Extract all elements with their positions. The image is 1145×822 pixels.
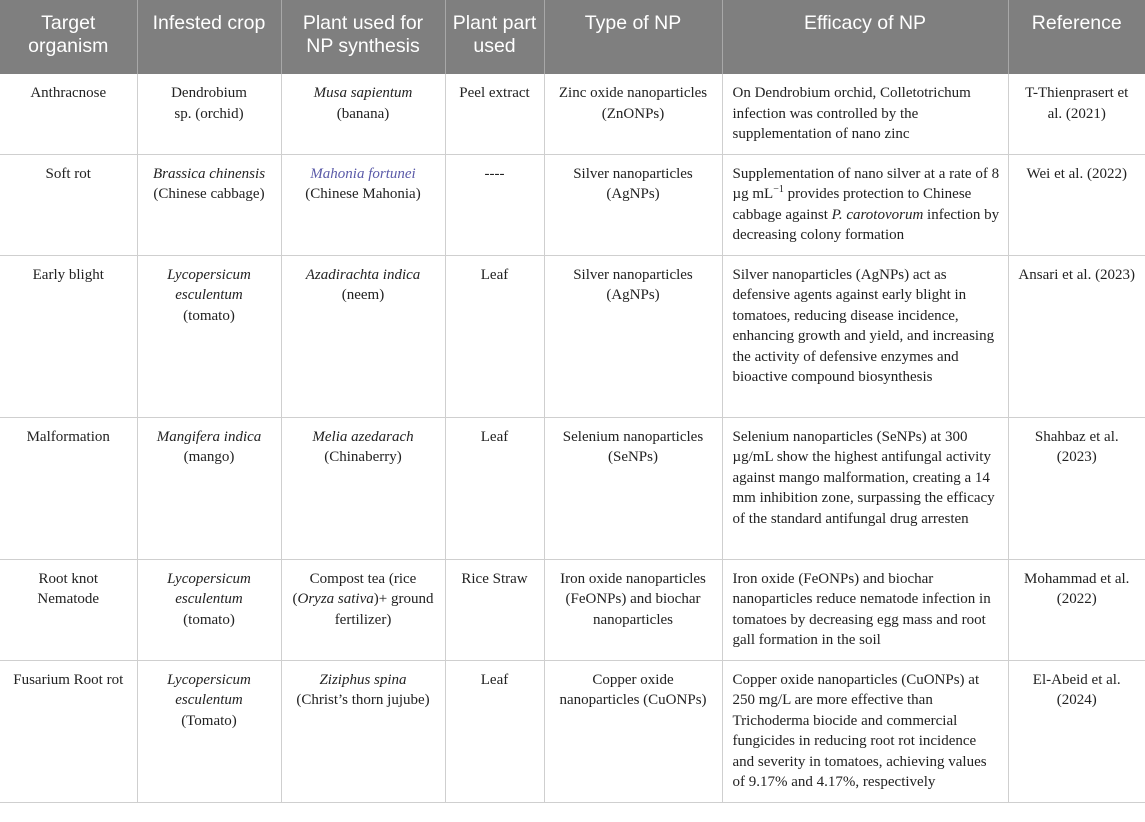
crop-common-name: (Tomato)	[181, 712, 237, 729]
efficacy-pathogen: P. carotovorum	[831, 206, 924, 223]
np-efficacy: Silver nanoparticles (AgNPs) act as defensive agents against early blight in tomatoes, reducing disease incidence, enhancing growth and yield, and increasing the activity of defensive enzymes and bioactive compound biosynthesis	[722, 255, 1008, 417]
table-row	[0, 74, 1145, 154]
reference: El-Abeid et al. (2024)	[1008, 660, 1145, 802]
np-efficacy: Selenium nanoparticles (SeNPs) at 300 µg/mL show the highest antifungal activity against mango malformation, creating a 14 mm inhibition zone, surpassing the efficacy of the standard antifungal drug arresten	[722, 417, 1008, 559]
np-efficacy: Copper oxide nanoparticles (CuONPs) at 250 mg/L are more effective than Trichoderma biocide and commercial fungicides in reducing root rot incidence and severity in tomatoes, achieving values of 9.17% and 4.17%, respectively	[722, 660, 1008, 802]
plant-common-name: (Chinaberry)	[324, 449, 402, 465]
table-row	[0, 154, 1145, 255]
target-organism: Anthracnose	[0, 74, 137, 154]
plant-common-name: (Chinese Mahonia)	[305, 186, 421, 202]
header-row	[0, 0, 1145, 74]
plant-text: Compost tea (rice (	[292, 570, 417, 607]
np-efficacy: Iron oxide (FeONPs) and biochar nanoparticles reduce nematode infection in tomatoes by decreasing egg mass and root gall formation in the soil	[722, 559, 1008, 660]
plant-part: Rice Straw	[445, 559, 544, 660]
plant-part: Leaf	[445, 660, 544, 802]
target-organism: Root knot Nematode	[0, 559, 137, 660]
plant-common-name: (neem)	[341, 287, 385, 303]
plant-scientific-name: Azadirachta indica	[305, 266, 421, 283]
plant-source	[281, 559, 445, 660]
plant-scientific-name: Oryza sativa	[297, 591, 374, 607]
plant-text: )+ ground fertilizer)	[334, 591, 434, 628]
plant-common-name: (Christ’s thorn jujube)	[296, 692, 430, 708]
np-type: Copper oxide nanoparticles (CuONPs)	[544, 660, 722, 802]
crop-scientific-name: Mangifera indica	[156, 428, 262, 445]
header-plant-used: Plant used for NP synthesis	[281, 0, 445, 74]
plant-part: Leaf	[445, 417, 544, 559]
target-organism: Soft rot	[0, 154, 137, 255]
header-efficacy: Efficacy of NP	[722, 0, 1008, 74]
infested-crop	[137, 417, 281, 559]
infested-crop	[137, 255, 281, 417]
plant-part: ----	[445, 154, 544, 255]
reference: Ansari et al. (2023)	[1008, 255, 1145, 417]
efficacy-text: Supplementation of nano silver at a rate of 8 µg mL	[732, 165, 1000, 202]
target-organism: Early blight	[0, 255, 137, 417]
plant-common-name: (banana)	[336, 105, 390, 122]
crop-common-name: (tomato)	[183, 611, 235, 628]
infested-crop	[137, 154, 281, 255]
infested-crop	[137, 559, 281, 660]
np-type: Selenium nanoparticles (SeNPs)	[544, 417, 722, 559]
crop-common-name: (mango)	[183, 449, 235, 465]
crop-common-name: (tomato)	[183, 307, 235, 324]
np-efficacy	[722, 154, 1008, 255]
plant-part: Leaf	[445, 255, 544, 417]
plant-scientific-name: Melia azedarach	[312, 428, 414, 445]
efficacy-text: infection by decreasing colony formation	[732, 206, 1000, 243]
table-row	[0, 559, 1145, 660]
table-row	[0, 417, 1145, 559]
efficacy-text: provides protection to Chinese cabbage against	[732, 186, 972, 223]
table-row	[0, 255, 1145, 417]
crop-common-name: (Chinese cabbage)	[153, 186, 265, 202]
header-target-organism: Target organism	[0, 0, 137, 74]
header-plant-part: Plant part used	[445, 0, 544, 74]
target-organism: Malformation	[0, 417, 137, 559]
reference: T-Thienprasert et al. (2021)	[1008, 74, 1145, 154]
header-infested-crop: Infested crop	[137, 0, 281, 74]
crop-common: sp. (orchid)	[174, 105, 244, 122]
table-row	[0, 660, 1145, 802]
reference: Shahbaz et al. (2023)	[1008, 417, 1145, 559]
np-type: Silver nanoparticles (AgNPs)	[544, 255, 722, 417]
reference: Wei et al. (2022)	[1008, 154, 1145, 255]
crop-genus: Dendrobium	[171, 85, 247, 101]
crop-scientific-name: Lycopersicum esculentum	[167, 570, 251, 607]
plant-source	[281, 417, 445, 559]
efficacy-superscript: −1	[773, 184, 784, 195]
plant-source	[281, 154, 445, 255]
np-type: Zinc oxide nanoparticles (ZnONPs)	[544, 74, 722, 154]
plant-part: Peel extract	[445, 74, 544, 154]
plant-source	[281, 660, 445, 802]
header-reference: Reference	[1008, 0, 1145, 74]
np-efficacy: On Dendrobium orchid, Colletotrichum infection was controlled by the supplementation of nano zinc	[722, 74, 1008, 154]
np-type: Silver nanoparticles (AgNPs)	[544, 154, 722, 255]
plant-scientific-name: Ziziphus spina	[319, 671, 407, 688]
header-np-type: Type of NP	[544, 0, 722, 74]
plant-source	[281, 74, 445, 154]
infested-crop	[137, 74, 281, 154]
target-organism: Fusarium Root rot	[0, 660, 137, 802]
plant-source	[281, 255, 445, 417]
plant-scientific-name: Musa sapientum	[313, 85, 413, 101]
crop-scientific-name: Lycopersicum esculentum	[167, 671, 251, 708]
plant-scientific-name-link[interactable]: Mahonia fortunei	[310, 165, 416, 182]
crop-scientific-name: Lycopersicum esculentum	[167, 266, 251, 303]
crop-scientific-name: Brassica chinensis	[152, 165, 266, 182]
infested-crop	[137, 660, 281, 802]
np-type: Iron oxide nanoparticles (FeONPs) and biochar nanoparticles	[544, 559, 722, 660]
reference: Mohammad et al. (2022)	[1008, 559, 1145, 660]
